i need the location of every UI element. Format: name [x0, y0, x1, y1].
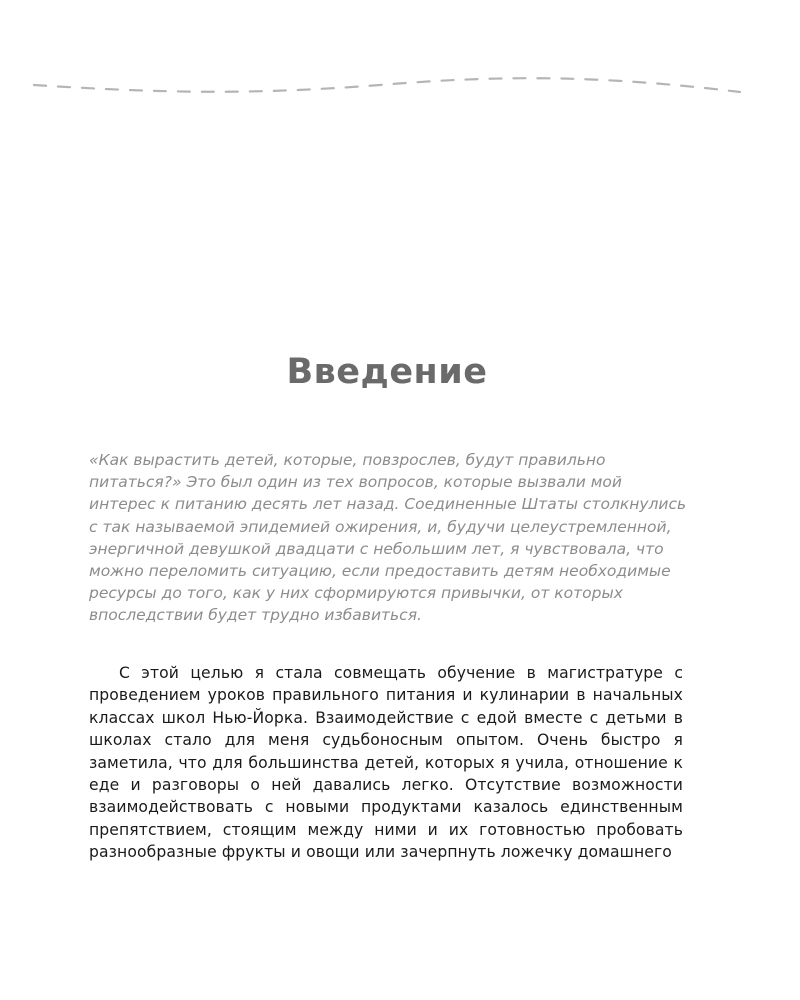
epigraph-paragraph: «Как вырастить детей, которые, повзрослев, будут правильно питаться?» Это был один из тех вопросов, которые вызвали мой интерес к питанию десять лет назад. Соединенные Штаты столкнулись с так называемой эпидемией ожирения, и, будучи целеустремленной, энергичной девушкой двадцати с небольшим лет, я чувствовала, что можно переломить ситуацию, если предоставить детям необходимые ресурсы до того, как у них сформируются привычки, от которых впоследствии будет трудно избавиться. [89, 451, 687, 625]
body-paragraph: С этой целью я стала совмещать обучение в магистратуре с проведением уроков правильного питания и кулинарии в начальных классах школ Нью-Йорка. Взаимодействие с едой вместе с детьми в школах стало для меня судьбоносным опытом. Очень быстро я заметила, что для большинства детей, которых я учила, отношение к еде и разговоры о ней давались легко. Отсутствие возможности взаимодействовать с новыми продуктами казалось единственным препятствием, стоящим между ними и их готовностью пробовать разнообразные фрукты и овощи или зачерпнуть ложечку домашнего [89, 664, 683, 862]
chapter-title: Введение [286, 352, 488, 392]
decorative-dashed-wave [0, 60, 800, 120]
